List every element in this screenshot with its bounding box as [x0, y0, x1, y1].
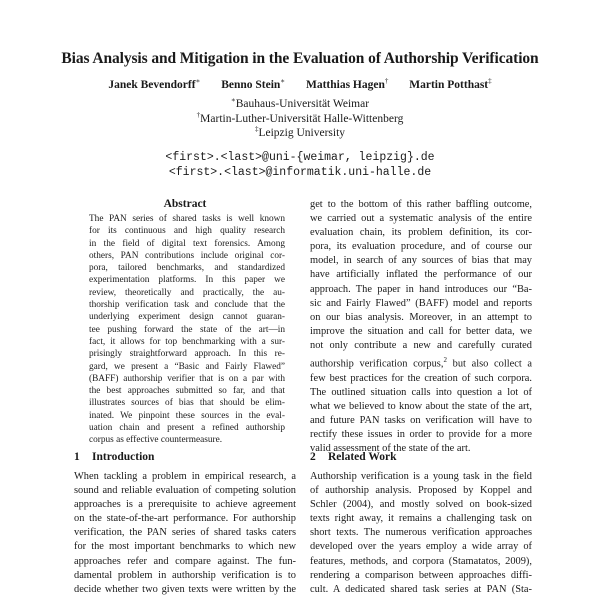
text-line: in the field of digital text forensics. Among [89, 238, 285, 249]
text-line [310, 353, 532, 372]
text-line: for its continuous and high quality research [89, 226, 285, 237]
text-line: gard, we present a “Basic and Fairly Flawed” [89, 361, 285, 372]
text-fragment: authorship verification corpus, [310, 358, 444, 370]
author-name: Martin Potthast [409, 78, 489, 91]
text-line: we carried out a systematic analysis of the entire [310, 213, 532, 225]
text-line: not only contribute a new and carefully curated [310, 339, 532, 351]
section-title: Introduction [92, 451, 155, 463]
text-line: decide whether two given texts were written by the [74, 583, 296, 595]
text-line: inated. We pinpoint these sources in the eval- [89, 410, 285, 421]
affiliation-text: Bauhaus-Universität Weimar [235, 97, 370, 110]
text-line: improve the situation and call for better data, we [310, 325, 532, 337]
abstract-heading: Abstract [163, 198, 207, 210]
text-line: few best practices for the creation of such corpora. [310, 372, 532, 384]
section-title: Related Work [328, 451, 397, 463]
author [409, 79, 491, 91]
text-line: for the most important benchmarks to which new [74, 541, 296, 553]
text-line: thorship verification task and conclude that the [89, 300, 285, 311]
text-line: on our bias analysis. Moreover, in an attempt to [310, 311, 532, 323]
section-number: 2 [310, 451, 316, 463]
text-line: and future PAN tasks on verification will have to [310, 414, 532, 426]
text-line: Authorship verification is a young task in the field [310, 471, 532, 482]
email-address: <first>.<last>@uni-{weimar, leipzig}.de [165, 151, 435, 164]
text-line: approaches refer and compare against. The fun- [74, 555, 296, 567]
affiliation-text: Leipzig University [258, 126, 346, 139]
text-line: rendering a comparison between approaches diffi- [310, 569, 532, 581]
author-name: Janek Bevendorff [108, 78, 196, 91]
text-line: sound and reliable evaluation of competing solution [74, 485, 296, 497]
text-line: sic and Fairly Flawed” (BAFF) model and reports [310, 297, 532, 309]
text-line: of authorship analysis. Proposed by Koppel and [310, 485, 532, 497]
author [306, 79, 388, 91]
section-heading-related-work [310, 451, 396, 463]
section-number: 1 [74, 451, 80, 463]
paper-title: Bias Analysis and Mitigation in the Evaluation of Authorship Verification [61, 50, 539, 67]
text-line: texts right away, it remains a challenging task on [310, 513, 532, 525]
text-line: illustrates sources of bias that should be elim- [89, 398, 285, 409]
text-line: developed over the years employ a wide array of [310, 541, 532, 553]
introduction-continued-body [310, 198, 532, 456]
text-line: tee pushing forward the state of the art—in [89, 324, 285, 335]
text-line: damental problem in authorship verification is to [74, 569, 296, 581]
text-line: approaches is a prerequisite to achieve agreement [74, 499, 296, 511]
text-line: corpus as effective countermeasure. [89, 435, 223, 446]
text-line: short texts. The numerous verification approaches [310, 527, 532, 539]
text-line: others, PAN contributions include original cor- [89, 250, 285, 261]
affiliation [0, 125, 600, 139]
text-line: prisingly straightforward approach. In this re- [89, 349, 285, 360]
author [108, 79, 200, 91]
text-line: The PAN series of shared tasks is well known [89, 214, 285, 224]
author-mark: ∗ [195, 77, 201, 85]
text-line: features, methods, and corpora (Stamatatos, 2009), [310, 555, 532, 567]
affiliation-mark: ∗ [230, 96, 236, 104]
text-line: model, in search of any sources of bias that may [310, 255, 532, 267]
text-line: verification, the PAN series of shared tasks caters [74, 527, 296, 539]
introduction-body [74, 470, 296, 597]
text-line: (BAFF) authorship verifier that is on a par with [89, 373, 285, 384]
text-line: on the state-of-the-art performance. For authorship [74, 513, 296, 525]
author-name: Matthias Hagen [305, 78, 385, 91]
abstract-body [89, 213, 285, 447]
text-line: underlying experiment design cannot guaran- [89, 312, 285, 323]
author-mark: ∗ [280, 77, 286, 85]
author-mark: ‡ [488, 77, 492, 85]
author [221, 79, 285, 91]
text-line: The outlined situation calls into question a lot of [310, 386, 532, 398]
text-line: have artificially inflated the performance of our [310, 269, 532, 281]
text-line: uation chain and present a refined authorship [89, 423, 285, 434]
text-line: Schler (2004), and mostly solved on book-sized [310, 499, 532, 511]
author-name: Benno Stein [221, 78, 281, 91]
email-address: <first>.<last>@informatik.uni-halle.de [168, 166, 432, 179]
text-line: what we believed to know about the state of the art, [310, 400, 532, 412]
text-fragment: but also collect a [446, 358, 533, 370]
affiliation-mark: ‡ [254, 125, 259, 133]
text-line: pora, its evaluation procedure, and of course our [310, 241, 532, 253]
related-work-body [310, 470, 532, 597]
text-line: pora, tailored benchmarks, and standardized [89, 263, 285, 274]
section-heading-introduction [74, 451, 154, 463]
text-line: fact, it allows for top benchmarking with a sur- [89, 336, 285, 347]
text-line: get to the bottom of this rather baffling outcome, [310, 199, 532, 210]
affiliation-mark: † [196, 111, 201, 119]
affiliation-text: Martin-Luther-Universität Halle-Wittenberg [200, 112, 404, 125]
affiliation [0, 96, 600, 110]
author-list [0, 77, 600, 91]
text-line: rectify these issues in order to provide for a more [310, 428, 532, 440]
text-line: experimentation platforms. In this paper we [89, 275, 285, 286]
text-line: When tackling a problem in empirical research, a [74, 471, 296, 482]
text-line: valid assessment of the state of the art. [310, 443, 471, 455]
text-line: evaluation chain, its problem definition, its cor- [310, 227, 532, 239]
text-line: cult. A dedicated shared task series at PAN (Sta- [310, 583, 532, 595]
footnote-mark: 2 [443, 356, 447, 365]
text-line: the best approaches submitted so far, and that [89, 386, 285, 397]
text-line: approach. The paper in hand introduces our “Ba- [310, 283, 532, 295]
text-line: review, theoretically and practically, the au- [89, 287, 285, 298]
author-mark: † [384, 77, 389, 85]
affiliation [0, 111, 600, 125]
